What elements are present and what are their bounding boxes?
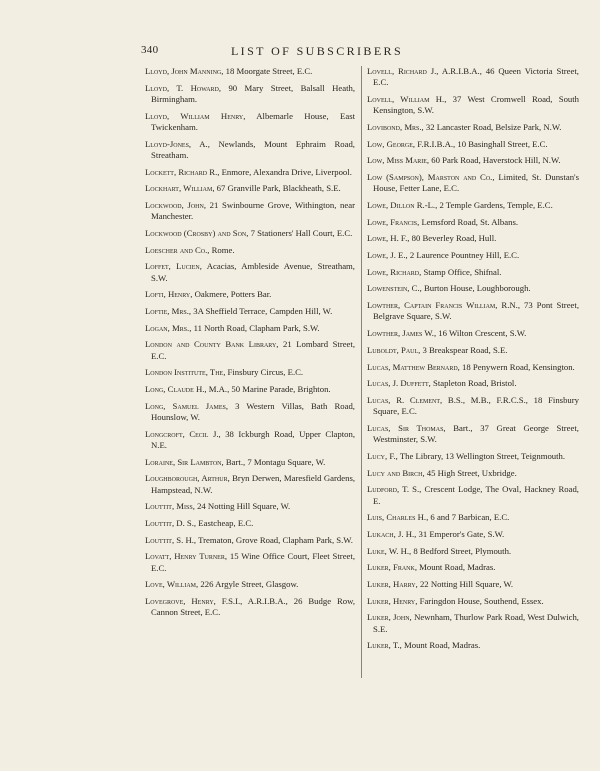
subscriber-name: London Institute, The, (145, 367, 226, 378)
subscriber-name: Luke, W. H., (367, 545, 412, 556)
subscriber-entry (367, 328, 579, 339)
subscriber-address: B.S., M.B., F.R.C.S., 18 Finsbury Square, E.C. (373, 394, 579, 417)
subscriber-address: 16 Wilton Crescent, S.W. (436, 328, 527, 339)
subscriber-name: Low (Sampson), Marston and Co., (367, 172, 495, 183)
subscriber-address: 226 Argyle Street, Glasgow. (198, 579, 299, 590)
subscriber-address: 21 Swinbourne Grove, Withington, near Manchester. (151, 200, 355, 222)
subscriber-address: 3 Breakspear Road, S.E. (420, 344, 508, 355)
page-header (0, 44, 600, 60)
page-number: 340 (141, 44, 159, 56)
subscriber-address: Acacias, Ambleside Avenue, Streatham, S.W. (151, 261, 355, 283)
subscriber-address: Burton House, Loughborough. (421, 283, 531, 294)
subscriber-name: Lofti, Henry, (145, 289, 193, 300)
subscriber-address: F.R.I.B.A., 10 Basinghall Street, E.C. (415, 138, 548, 149)
subscriber-name: Lowe, Richard, (367, 266, 422, 277)
subscriber-entry (367, 612, 579, 635)
subscriber-address: Crescent Lodge, The Oval, Hackney Road, E. (373, 484, 579, 506)
subscriber-address: 31 Emperor's Gate, S.W. (416, 528, 505, 539)
subscriber-address: 11 North Road, Clapham Park, S.W. (191, 322, 320, 333)
subscriber-name: Luis, Charles H., (367, 512, 429, 523)
subscriber-address: Finsbury Circus, E.C. (225, 367, 304, 378)
subscriber-entry (367, 155, 579, 166)
subscriber-address: 22 Notting Hill Square, W. (417, 578, 514, 589)
subscriber-entry (367, 200, 579, 211)
subscriber-address: Mount Road, Madras. (417, 562, 496, 573)
subscriber-entry (145, 167, 355, 178)
subscriber-name: Lowe, H. F., (367, 233, 410, 244)
subscriber-name: Long, Samuel James, (145, 400, 229, 411)
subscriber-entry (367, 122, 579, 133)
subscriber-address: 3A Sheffield Terrace, Campden Hill, W. (191, 306, 333, 317)
subscriber-entry (145, 306, 355, 317)
subscriber-address: Bryn Derwen, Maresfield Gardens, Hampstead, N.W. (151, 473, 355, 495)
subscriber-address: Faringdon House, Southend, Essex. (417, 595, 544, 606)
subscriber-entry (367, 512, 579, 523)
subscriber-name: Lowther, Captain Francis William, (367, 300, 498, 311)
subscriber-entry (145, 473, 355, 496)
subscriber-address: 7 Stationers' Hall Court, E.C. (248, 228, 353, 238)
subscriber-entry (367, 596, 579, 607)
subscriber-entry (145, 289, 355, 300)
subscriber-entry (145, 596, 355, 619)
subscriber-entry (145, 551, 355, 574)
subscriber-name: Longcroft, Cecil J., (145, 428, 221, 439)
subscriber-entry (367, 640, 579, 651)
subscriber-name: Loescher and Co., (145, 244, 210, 255)
subscriber-address: 6 and 7 Barbican, E.C. (428, 512, 510, 523)
subscriber-name: Lowther, James W., (367, 328, 437, 339)
subscriber-name: Louttit, Miss, (145, 501, 195, 512)
subscriber-address: 32 Lancaster Road, Belsize Park, N.W. (423, 121, 562, 132)
subscriber-entry (367, 94, 579, 117)
subscriber-address: Rome. (209, 244, 235, 255)
subscriber-name: London and County Bank Library, (145, 339, 279, 350)
subscriber-name: Lloyd, William Henry, (145, 110, 246, 121)
subscriber-entry (145, 228, 355, 239)
subscriber-name: Loftie, Mrs., (145, 306, 192, 317)
subscriber-address: Newnham, Thurlow Park Road, West Dulwich, S.E. (373, 612, 579, 634)
subscriber-entry (367, 395, 579, 418)
subscriber-address: 21 Lombard Street, E.C. (151, 339, 356, 361)
subscriber-name: Loffet, Lucien, (145, 261, 202, 272)
subscriber-name: Logan, Mrs., (145, 322, 192, 333)
subscriber-entry (367, 468, 579, 479)
subscriber-address: Albemarle House, East Twickenham. (151, 110, 355, 132)
subscriber-address: 3 Western Villas, Bath Road, Hounslow, W. (151, 400, 355, 423)
subscriber-address: R.N., 73 Pont Street, Belgrave Square, S.W. (373, 300, 579, 322)
subscriber-entry (367, 300, 579, 323)
subscriber-entry (367, 250, 579, 261)
subscriber-entry (367, 217, 579, 228)
subscriber-name: Lovell, William H., (367, 93, 447, 104)
subscriber-address: 8 Bedford Street, Plymouth. (411, 545, 512, 556)
subscriber-entry (367, 484, 579, 507)
subscriber-address: 18 Penywern Road, Kensington. (459, 361, 575, 372)
subscriber-entry (367, 562, 579, 573)
subscriber-address: Eastcheap, E.C. (196, 518, 254, 529)
subscriber-entry (367, 529, 579, 540)
subscriber-entry (145, 323, 355, 334)
subscriber-name: Luboldt, Paul, (367, 344, 421, 355)
subscriber-name: Lockett, Richard R., (145, 166, 220, 177)
subscriber-name: Lloyd, T. Howard, (145, 82, 222, 93)
subscriber-address: Lemsford Road, St. Albans. (419, 216, 519, 227)
subscriber-name: Luker, Harry, (367, 578, 418, 589)
subscriber-address: 37 West Cromwell Road, South Kensington, S.W. (373, 93, 580, 116)
subscriber-entry (367, 546, 579, 557)
subscriber-name: Lucy and Birch, (367, 467, 425, 478)
subscriber-name: Lowe, J. E., (367, 250, 408, 261)
subscriber-address: The Library, 13 Wellington Street, Teignmouth. (397, 450, 566, 461)
subscriber-name: Ludford, T. S., (367, 484, 422, 495)
subscriber-entry (145, 111, 355, 134)
subscriber-name: Luker, T., (367, 640, 402, 651)
subscriber-name: Lockwood (Crosby) and Son, (145, 228, 249, 238)
subscriber-entry (367, 451, 579, 462)
subscriber-name: Lowe, Dillon R.-L., (367, 200, 438, 211)
subscriber-entry (367, 267, 579, 278)
subscriber-address: 15 Wine Office Court, Fleet Street, E.C. (151, 551, 355, 573)
subscriber-address: 67 Granville Park, Blackheath, S.E. (214, 183, 341, 194)
subscriber-name: Lucas, J. Duffett, (367, 378, 431, 389)
subscriber-entry (367, 66, 579, 89)
subscriber-entry (145, 535, 355, 546)
subscriber-entry (145, 457, 355, 468)
subscriber-name: Lucas, Matthew Bernard, (367, 361, 460, 372)
subscriber-column-left (145, 66, 355, 624)
subscriber-entry (145, 183, 355, 194)
subscriber-address: 24 Notting Hill Square, W. (194, 501, 291, 512)
subscriber-entry (367, 579, 579, 590)
subscriber-name: Lovegrove, Henry, (145, 596, 216, 607)
subscriber-address: Bart., 7 Montagu Square, W. (223, 456, 326, 467)
subscriber-name: Loughborough, Arthur, (145, 473, 230, 484)
subscriber-name: Lukach, J. H., (367, 528, 417, 539)
subscriber-name: Lockhart, William, (145, 183, 215, 194)
subscriber-name: Lucy, F., (367, 450, 398, 461)
subscriber-name: Louttit, D. S., (145, 518, 197, 529)
subscriber-name: Lovibond, Mrs., (367, 121, 424, 132)
subscriber-entry (367, 172, 579, 195)
subscriber-name: Low, Miss Marie, (367, 155, 430, 166)
column-divider (361, 66, 362, 678)
subscriber-entry (145, 139, 355, 162)
subscriber-entry (367, 362, 579, 373)
subscriber-entry (367, 423, 579, 446)
subscriber-name: Lloyd, John Manning, (145, 66, 224, 76)
subscriber-entry (145, 66, 355, 77)
subscriber-entry (145, 384, 355, 395)
subscriber-name: Lowe, Francis, (367, 216, 420, 227)
subscriber-entry (145, 518, 355, 529)
subscriber-address: Trematon, Grove Road, Clapham Park, S.W. (196, 534, 353, 545)
subscriber-address: 45 High Street, Uxbridge. (424, 467, 517, 478)
subscriber-address: 38 Ickburgh Road, Upper Clapton, N.E. (151, 428, 356, 451)
subscriber-address: 2 Temple Gardens, Temple, E.C. (437, 200, 553, 211)
subscriber-name: Low, George, (367, 138, 416, 149)
subscriber-address: Newlands, Mount Ephraim Road, Streatham. (151, 138, 355, 160)
subscriber-address: Limited, St. Dunstan's House, Fetter Lane, E.C. (373, 172, 579, 194)
subscriber-name: Lockwood, John, (145, 200, 207, 211)
subscriber-entry (145, 401, 355, 424)
subscriber-entry (367, 139, 579, 150)
subscriber-address: 18 Moorgate Street, E.C. (223, 66, 313, 76)
subscriber-entry (367, 345, 579, 356)
subscriber-address: Stamp Office, Shifnal. (421, 266, 502, 277)
subscriber-entry (145, 200, 355, 223)
subscriber-address: M.A., 50 Marine Parade, Brighton. (206, 384, 331, 395)
subscriber-name: Lowenstein, C., (367, 283, 422, 294)
subscriber-entry (145, 367, 355, 378)
subscriber-name: Lovell, Richard J., (367, 66, 439, 76)
subscriber-name: Lucas, Sir Thomas, (367, 422, 446, 433)
subscriber-name: Long, Claude H., (145, 384, 207, 395)
subscriber-column-right (367, 66, 579, 657)
subscriber-entry (145, 83, 355, 106)
subscriber-name: Lucas, R. Clement, (367, 394, 443, 405)
subscriber-name: Luker, Henry, (367, 595, 418, 606)
subscriber-address: Oakmere, Potters Bar. (192, 289, 272, 300)
subscriber-address: Mount Road, Madras. (401, 640, 481, 651)
subscriber-entry (145, 261, 355, 284)
subscriber-address: Enmore, Alexandra Drive, Liverpool. (219, 166, 352, 177)
subscriber-name: Louttit, S. H., (145, 534, 197, 545)
subscriber-address: F.S.I., A.R.I.B.A., 26 Budge Row, Cannon Street, E.C. (151, 596, 355, 618)
subscriber-entry (367, 378, 579, 389)
subscriber-address: A.R.I.B.A., 46 Queen Victoria Street, E.C. (373, 66, 579, 88)
subscriber-name: Loraine, Sir Lambton, (145, 456, 224, 467)
subscriber-address: 80 Beverley Road, Hull. (409, 233, 497, 244)
subscriber-name: Love, William, (145, 579, 199, 590)
subscriber-address: 90 Mary Street, Balsall Heath, Birmingham. (151, 82, 356, 104)
subscriber-entry (145, 339, 355, 362)
subscriber-name: Lloyd-Jones, A., (145, 138, 210, 149)
subscriber-entry (145, 245, 355, 256)
subscriber-name: Luker, Frank, (367, 562, 417, 573)
subscriber-address: 60 Park Road, Haverstock Hill, N.W. (429, 155, 561, 166)
subscriber-address: Stapleton Road, Bristol. (430, 378, 517, 389)
subscriber-name: Lovatt, Henry Turner, (145, 551, 228, 562)
subscriber-entry (145, 501, 355, 512)
subscriber-address: Bart., 37 Great George Street, Westminster, S.W. (373, 422, 579, 445)
subscriber-entry (145, 429, 355, 452)
subscriber-name: Luker, John, (367, 612, 412, 623)
subscriber-entry (367, 283, 579, 294)
subscriber-entry (145, 579, 355, 590)
page-title: LIST OF SUBSCRIBERS (230, 44, 404, 58)
subscriber-address: 2 Laurence Pountney Hill, E.C. (407, 250, 520, 261)
subscriber-entry (367, 233, 579, 244)
